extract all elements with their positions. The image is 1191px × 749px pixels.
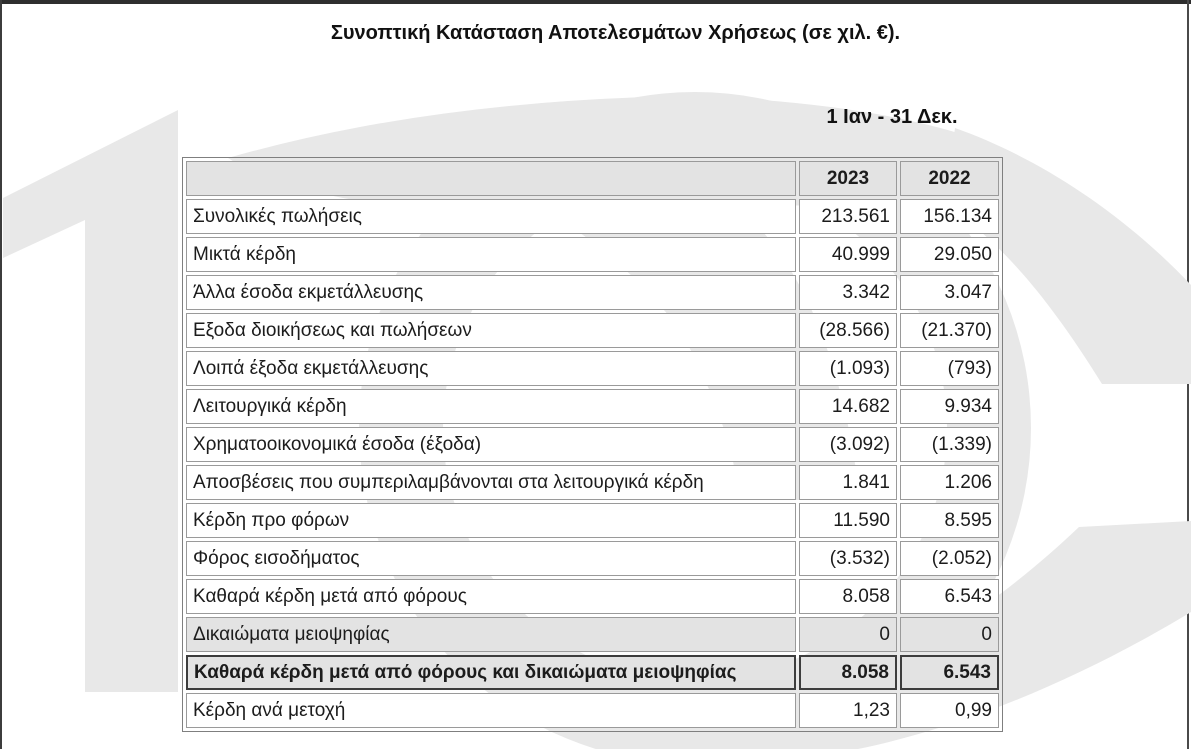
table-row-earnings-per-share: [186, 693, 999, 728]
value-2022-cell: 6.543: [900, 579, 999, 614]
row-label-cell: Λειτουργικά κέρδη: [186, 389, 796, 424]
row-label-cell: Κέρδη ανά μετοχή: [186, 693, 796, 728]
row-label-cell: Λοιπά έξοδα εκμετάλλευσης: [186, 351, 796, 386]
value-2023-cell: (3.532): [799, 541, 897, 576]
table-row-net-profit-total: [186, 655, 999, 690]
value-2022-cell: 1.206: [900, 465, 999, 500]
header-label-cell: [186, 161, 796, 196]
header-year-2022: 2022: [900, 161, 999, 196]
value-2023-cell: (1.093): [799, 351, 897, 386]
value-2023-cell: (28.566): [799, 313, 897, 348]
value-2023-cell: 0: [799, 617, 897, 652]
value-2023-cell: 14.682: [799, 389, 897, 424]
table-row: [186, 237, 999, 272]
value-2023-cell: 3.342: [799, 275, 897, 310]
value-2023-cell: 213.561: [799, 199, 897, 234]
table-row: [186, 427, 999, 462]
table-row: [186, 503, 999, 538]
row-label-cell: Αποσβέσεις που συμπεριλαμβάνονται στα λειτουργικά κέρδη: [186, 465, 796, 500]
value-2023-cell: 8.058: [799, 655, 897, 690]
row-label-cell: Χρηματοοικονομικά έσοδα (έξοδα): [186, 427, 796, 462]
income-statement-table: [182, 157, 1003, 732]
row-label-cell: Δικαιώματα μειοψηφίας: [186, 617, 796, 652]
row-label-cell: Κέρδη προ φόρων: [186, 503, 796, 538]
value-2022-cell: 9.934: [900, 389, 999, 424]
value-2023-cell: 11.590: [799, 503, 897, 538]
page-title: Συνοπτική Κατάσταση Αποτελεσμάτων Χρήσεως (σε χιλ. €).: [330, 22, 901, 44]
row-label-cell: Φόρος εισοδήματος: [186, 541, 796, 576]
value-2022-cell: (793): [900, 351, 999, 386]
row-label-cell: Άλλα έσοδα εκμετάλλευσης: [186, 275, 796, 310]
value-2022-cell: 3.047: [900, 275, 999, 310]
value-2022-cell: 6.543: [900, 655, 999, 690]
table-row: [186, 313, 999, 348]
row-label-cell: Καθαρά κέρδη μετά από φόρους: [186, 579, 796, 614]
value-2023-cell: 1.841: [799, 465, 897, 500]
value-2023-cell: 40.999: [799, 237, 897, 272]
header-year-2023: 2023: [799, 161, 897, 196]
table-row: [186, 275, 999, 310]
value-2022-cell: 0: [900, 617, 999, 652]
row-label-cell: Εξοδα διοικήσεως και πωλήσεων: [186, 313, 796, 348]
value-2022-cell: 29.050: [900, 237, 999, 272]
value-2022-cell: 156.134: [900, 199, 999, 234]
value-2022-cell: (1.339): [900, 427, 999, 462]
table-header-row: [186, 161, 999, 196]
value-2022-cell: 0,99: [900, 693, 999, 728]
row-label-cell: Καθαρά κέρδη μετά από φόρους και δικαιώματα μειοψηφίας: [186, 655, 796, 690]
table-row-minority-interests: [186, 617, 999, 652]
table-row: [186, 351, 999, 386]
value-2022-cell: 8.595: [900, 503, 999, 538]
value-2022-cell: (2.052): [900, 541, 999, 576]
period-header: 1 Ιαν - 31 Δεκ.: [826, 106, 958, 128]
value-2023-cell: 1,23: [799, 693, 897, 728]
table-row: [186, 579, 999, 614]
watermark-digit-1-shape: [3, 110, 178, 692]
row-label-cell: Μικτά κέρδη: [186, 237, 796, 272]
row-label-cell: Συνολικές πωλήσεις: [186, 199, 796, 234]
value-2022-cell: (21.370): [900, 313, 999, 348]
table-row: [186, 389, 999, 424]
table-row: [186, 199, 999, 234]
table-row: [186, 465, 999, 500]
value-2023-cell: (3.092): [799, 427, 897, 462]
value-2023-cell: 8.058: [799, 579, 897, 614]
table-row: [186, 541, 999, 576]
